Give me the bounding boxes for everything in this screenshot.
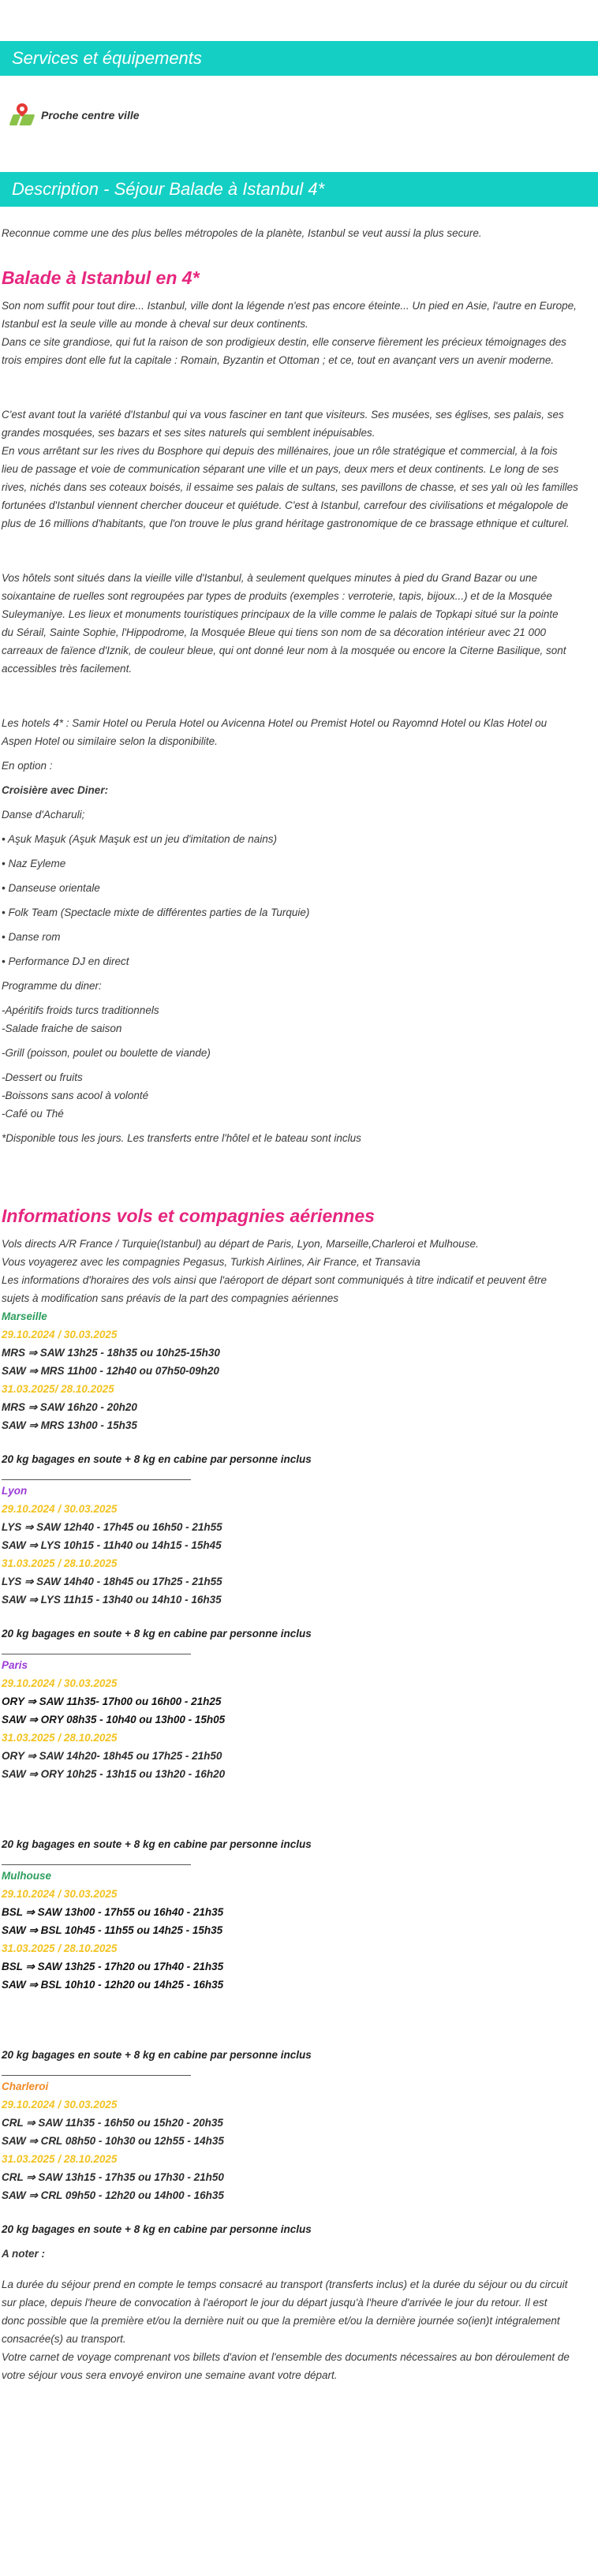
flights-heading: Informations vols et compagnies aériennes xyxy=(2,1206,375,1226)
flight-line: CRL ⇒ SAW 13h15 - 17h35 ou 17h30 - 21h50 xyxy=(2,2171,224,2183)
text-line: Vos hôtels sont situés dans la vieille ville d'Istanbul, à seulement quelques minutes à pied du Grand Bazar ou une xyxy=(2,572,537,584)
period-label: 31.03.2025/ 28.10.2025 xyxy=(2,1383,114,1395)
period-label: 29.10.2024 / 30.03.2025 xyxy=(2,1329,118,1340)
flight-line: ORY ⇒ SAW 11h35- 17h00 ou 16h00 - 21h25 xyxy=(2,1696,222,1707)
cruise-title: Croisière avec Diner: xyxy=(2,784,109,796)
text-line: du Sérail, Sainte Sophie, l'Hippodrome, la Mosquée Bleue qui tiens son nom de sa décoration intérieur avec 21 000 xyxy=(2,626,547,638)
divider xyxy=(2,2075,191,2076)
text-line: Suleymaniye. Les lieux et monuments touristiques principaux de la ville comme le palais de Topkapi situé sur la pointe xyxy=(2,608,559,620)
text-line: grandes mosquées, ses bazars et ses sites naturels qui semblent inépuisables. xyxy=(2,427,376,439)
text-line: C'est avant tout la variété d'Istanbul qui va vous fasciner en tant que visiteurs. Ses musées, ses églises, ses palais, ses xyxy=(2,409,564,421)
list-item: • Folk Team (Spectacle mixte de différentes parties de la Turquie) xyxy=(2,907,310,918)
description-heading: Balade à Istanbul en 4* xyxy=(2,267,200,288)
page xyxy=(0,41,598,2408)
text-line: donc possible que la première et/ou la dernière nuit ou que la première et/ou la dernière journée so(ien)t intégralement xyxy=(2,2315,560,2327)
city-block-mulhouse xyxy=(2,1867,596,2076)
flight-line: BSL ⇒ SAW 13h00 - 17h55 ou 16h40 - 21h35 xyxy=(2,1906,224,1918)
note-paragraph-2 xyxy=(2,2348,596,2384)
flight-line: ORY ⇒ SAW 14h20- 18h45 ou 17h25 - 21h50 xyxy=(2,1750,222,1762)
text-line: Son nom suffit pour tout dire... Istanbul, ville dont la légende n'est pas encore éteinte... Un pied en Asie, l'autre en Europe, xyxy=(2,300,577,312)
text-line: sur place, depuis l'heure de convocation à l'aéroport le jour du départ jusqu'à l'heure d'arrivée le jour du retour. Il est xyxy=(2,2297,548,2309)
map-pin-icon xyxy=(9,103,35,127)
text-line: soixantaine de ruelles sont regroupées par types de produits (exemples : verroterie, tapis, bijoux...) et de la Mosquée xyxy=(2,590,552,602)
text-line: Dans ce site grandiose, qui fut la raison de son prodigieux destin, elle conserve fièrement les précieux témoignages des xyxy=(2,336,566,348)
option-label: En option : xyxy=(2,760,53,772)
text-line: plus de 16 millions d'habitants, que l'on trouve le plus grand héritage gastronomique de ce brassage ethnique et culturel. xyxy=(2,518,570,529)
text-line: Vous voyagerez avec les compagnies Pegasus, Turkish Airlines, Air France, et Transavia xyxy=(2,1256,420,1268)
city-block-marseille xyxy=(2,1307,596,1480)
flight-line: MRS ⇒ SAW 16h20 - 20h20 xyxy=(2,1401,137,1413)
menu-item: -Apéritifs froids turcs traditionnels xyxy=(2,1004,159,1016)
city-name: Paris xyxy=(2,1659,28,1671)
intro-text: Reconnue comme une des plus belles métropoles de la planète, Istanbul se veut aussi la plus secure. xyxy=(2,227,482,239)
city-name: Mulhouse xyxy=(2,1870,51,1882)
period-label: 31.03.2025 / 28.10.2025 xyxy=(2,1732,118,1744)
list-item: • Naz Eyleme xyxy=(2,858,66,869)
services-title: Services et équipements xyxy=(0,41,598,76)
city-block-paris xyxy=(2,1656,596,1865)
program-label: Programme du diner: xyxy=(2,980,102,992)
period-label: 29.10.2024 / 30.03.2025 xyxy=(2,1677,118,1689)
baggage-note: 20 kg bagages en soute + 8 kg en cabine par personne inclus xyxy=(2,2223,312,2235)
text-line: consacrée(s) au transport. xyxy=(2,2333,126,2345)
baggage-note: 20 kg bagages en soute + 8 kg en cabine par personne inclus xyxy=(2,1628,312,1639)
list-item: • Aşuk Maşuk (Aşuk Maşuk est un jeu d'imitation de nains) xyxy=(2,833,277,845)
list-item: • Danseuse orientale xyxy=(2,882,100,894)
hotels-text xyxy=(2,714,596,750)
flight-line: SAW ⇒ ORY 10h25 - 13h15 ou 13h20 - 16h20 xyxy=(2,1768,226,1780)
text-line: Aspen Hotel ou similaire selon la disponibilite. xyxy=(2,735,218,747)
text-line: Les informations d'horaires des vols ainsi que l'aéroport de départ sont communiqués à titre indicatif et peuvent être xyxy=(2,1274,548,1286)
period-label: 31.03.2025 / 28.10.2025 xyxy=(2,1557,118,1569)
city-block-charleroi xyxy=(2,2077,596,2238)
text-line: trois empires dont elle fut la capitale : Romain, Byzantin et Ottoman ; et ce, tout en avançant vers un avenir moderne. xyxy=(2,354,555,366)
period-label: 31.03.2025 / 28.10.2025 xyxy=(2,2153,118,2165)
flight-line: SAW ⇒ LYS 11h15 - 13h40 ou 14h10 - 16h35 xyxy=(2,1594,222,1606)
description-title: Description - Séjour Balade à Istanbul 4* xyxy=(0,172,598,207)
flight-line: SAW ⇒ BSL 10h10 - 12h20 ou 14h25 - 16h35 xyxy=(2,1979,224,1991)
text-line: Istanbul est la seule ville au monde à cheval sur deux continents. xyxy=(2,318,308,330)
text-line: Vols directs A/R France / Turquie(Istanbul) au départ de Paris, Lyon, Marseille,Charleroi et Mulhouse. xyxy=(2,1238,479,1250)
flight-line: SAW ⇒ CRL 08h50 - 10h30 ou 12h55 - 14h35 xyxy=(2,2135,224,2147)
flight-line: SAW ⇒ CRL 09h50 - 12h20 ou 14h00 - 16h35 xyxy=(2,2189,224,2201)
flight-line: SAW ⇒ MRS 11h00 - 12h40 ou 07h50-09h20 xyxy=(2,1365,219,1377)
baggage-note: 20 kg bagages en soute + 8 kg en cabine par personne inclus xyxy=(2,1453,312,1465)
dance-label: Danse d'Acharuli; xyxy=(2,809,85,821)
period-label: 31.03.2025 / 28.10.2025 xyxy=(2,1942,118,1954)
menu-item: -Grill (poisson, poulet ou boulette de viande) xyxy=(2,1047,211,1059)
text-line: carreaux de faïence d'Iznik, de couleur bleue, qui ont donné leur nom à la mosquée ou encore la Citerne Basilique, sont xyxy=(2,645,566,656)
flight-line: SAW ⇒ ORY 08h35 - 10h40 ou 13h00 - 15h05 xyxy=(2,1714,226,1725)
list-item: • Danse rom xyxy=(2,931,61,943)
flight-line: LYS ⇒ SAW 12h40 - 17h45 ou 16h50 - 21h55 xyxy=(2,1521,222,1533)
period-label: 29.10.2024 / 30.03.2025 xyxy=(2,1888,118,1900)
flights-intro xyxy=(2,1235,596,1307)
list-item: • Performance DJ en direct xyxy=(2,955,129,967)
city-name: Lyon xyxy=(2,1485,28,1497)
menu-item: -Boissons sans acool à volonté xyxy=(2,1090,149,1101)
feature-item xyxy=(0,76,598,139)
city-name: Charleroi xyxy=(2,2081,49,2092)
baggage-note: 20 kg bagages en soute + 8 kg en cabine par personne inclus xyxy=(2,2049,312,2061)
period-label: 29.10.2024 / 30.03.2025 xyxy=(2,1503,118,1515)
city-block-lyon xyxy=(2,1482,596,1654)
flight-line: BSL ⇒ SAW 13h25 - 17h20 ou 17h40 - 21h35 xyxy=(2,1961,224,1972)
city-name: Marseille xyxy=(2,1310,47,1322)
paragraph-1 xyxy=(2,297,596,369)
description-content xyxy=(0,224,598,2384)
text-line: fortunées d'Istanbul viennent chercher douceur et quiétude. C'est à Istanbul, carrefour des civilisations et mégalopole de xyxy=(2,499,569,511)
note-paragraph-1 xyxy=(2,2275,596,2348)
text-line: lieu de passage et voie de communication séparant une ville et un pays, deux mers et deux continents. Le long de ses xyxy=(2,463,559,475)
text-line: rives, nichés dans ses coteaux boisés, il essaime ses palais de sultans, ses pavillons de chasse, et ses yalı où les familles xyxy=(2,481,578,493)
flight-line: MRS ⇒ SAW 13h25 - 18h35 ou 10h25-15h30 xyxy=(2,1347,220,1359)
menu-item: -Salade fraiche de saison xyxy=(2,1023,122,1034)
divider xyxy=(2,1479,191,1480)
text-line: votre séjour vous sera envoyé environ une semaine avant votre départ. xyxy=(2,2369,338,2381)
text-line: Les hotels 4* : Samir Hotel ou Perula Hotel ou Avicenna Hotel ou Premist Hotel ou Rayomnd Hotel ou Klas Hotel ou xyxy=(2,717,548,729)
text-line: sujets à modification sans préavis de la part des compagnies aériennes xyxy=(2,1292,338,1304)
flight-line: CRL ⇒ SAW 11h35 - 16h50 ou 15h20 - 20h35 xyxy=(2,2117,223,2129)
flight-line: SAW ⇒ MRS 13h00 - 15h35 xyxy=(2,1419,137,1431)
paragraph-3 xyxy=(2,569,596,678)
text-line: Votre carnet de voyage comprenant vos billets d'avion et l'ensemble des documents nécessaires au bon déroulement de xyxy=(2,2351,570,2363)
text-line: accessibles très facilement. xyxy=(2,663,133,675)
note-label: A noter : xyxy=(2,2248,45,2260)
paragraph-2 xyxy=(2,406,596,533)
menu-item: -Dessert ou fruits xyxy=(2,1071,83,1083)
text-line: La durée du séjour prend en compte le temps consacré au transport (transferts inclus) et la durée du séjour ou du circuit xyxy=(2,2279,568,2290)
menu-item: -Café ou Thé xyxy=(2,1108,64,1120)
divider xyxy=(2,1864,191,1865)
flight-line: SAW ⇒ LYS 10h15 - 11h40 ou 14h15 - 15h45 xyxy=(2,1539,222,1551)
flight-line: LYS ⇒ SAW 14h40 - 18h45 ou 17h25 - 21h55 xyxy=(2,1576,222,1587)
availability-note: *Disponible tous les jours. Les transferts entre l'hôtel et le bateau sont inclus xyxy=(2,1132,361,1144)
period-label: 29.10.2024 / 30.03.2025 xyxy=(2,2099,118,2111)
text-line: En vous arrêtant sur les rives du Bosphore qui depuis des millénaires, joue un rôle stratégique et commercial, à la fois xyxy=(2,445,558,457)
feature-label: Proche centre ville xyxy=(41,109,140,122)
flight-line: SAW ⇒ BSL 10h45 - 11h55 ou 14h25 - 15h35 xyxy=(2,1924,223,1936)
baggage-note: 20 kg bagages en soute + 8 kg en cabine par personne inclus xyxy=(2,1838,312,1850)
